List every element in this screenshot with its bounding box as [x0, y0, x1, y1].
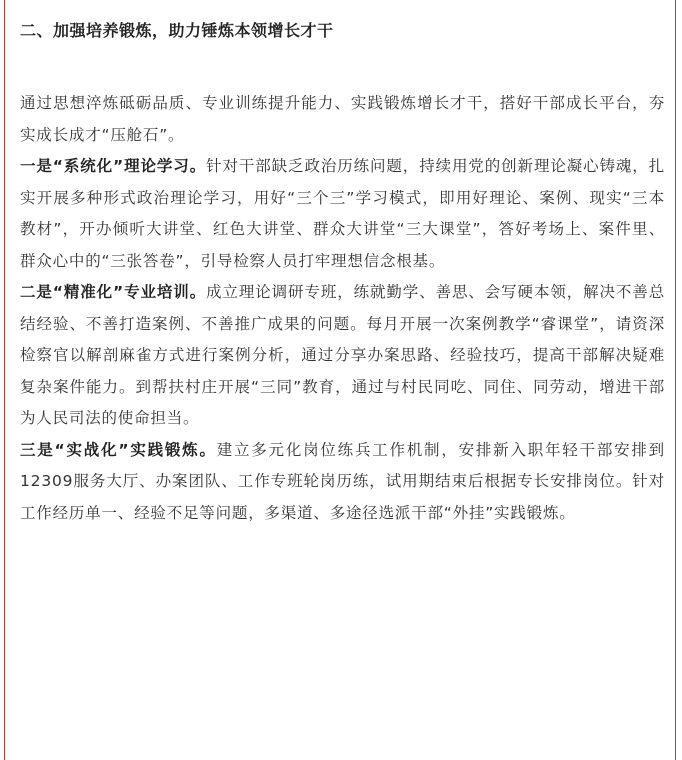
- item-text-1: 针对干部缺乏政治历练问题，持续用党的创新理论凝心铸魂，扎实开展多种形式政治理论学习，用好“三个三”学习模式，即用好理论、案例、现实“三本教材”，开办倾听大讲堂、红色大讲堂、群众大讲堂“三大课堂”，答好考场上、案件里、群众心中的“三张答卷”，引导检察人员打牢理想信念根基。: [20, 157, 665, 270]
- item-text-3: 建立多元化岗位练兵工作机制，安排新入职年轻干部安排到12309服务大厅、办案团队、工作专班轮岗历练，试用期结束后根据专长安排岗位。针对工作经历单一、经验不足等问题，多渠道、多途径选派干部“外挂”实践锻炼。: [20, 440, 665, 522]
- article-body: [20, 14, 665, 529]
- item-text-2: 成立理论调研专班，练就勤学、善思、会写硬本领，解决不善总结经验、不善打造案例、不善推广成果的问题。每月开展一次案例教学“睿课堂”，请资深检察官以解剖麻雀方式进行案例分析，通过分享办案思路、经验技巧，提高干部解决疑难复杂案件能力。到帮扶村庄开展“三同”教育，通过与村民同吃、同住、同劳动，增进干部为人民司法的使命担当。: [20, 283, 665, 427]
- item-paragraph-1: [20, 151, 665, 277]
- section-heading: 二、加强培养锻炼，助力锤炼本领增长才干: [20, 21, 334, 40]
- item-lead-3: 三是“实战化”实践锻炼。: [20, 440, 217, 459]
- item-paragraph-2: [20, 277, 665, 435]
- item-paragraph-3: [20, 435, 665, 530]
- item-lead-1: 一是“系统化”理论学习。: [20, 157, 207, 175]
- item-lead-2: 二是“精准化”专业培训。: [20, 283, 207, 301]
- intro-paragraph: 通过思想淬炼砥砺品质、专业训练提升能力、实践锻炼增长才干，搭好干部成长平台，夯实成长成才“压舱石”。: [20, 94, 665, 144]
